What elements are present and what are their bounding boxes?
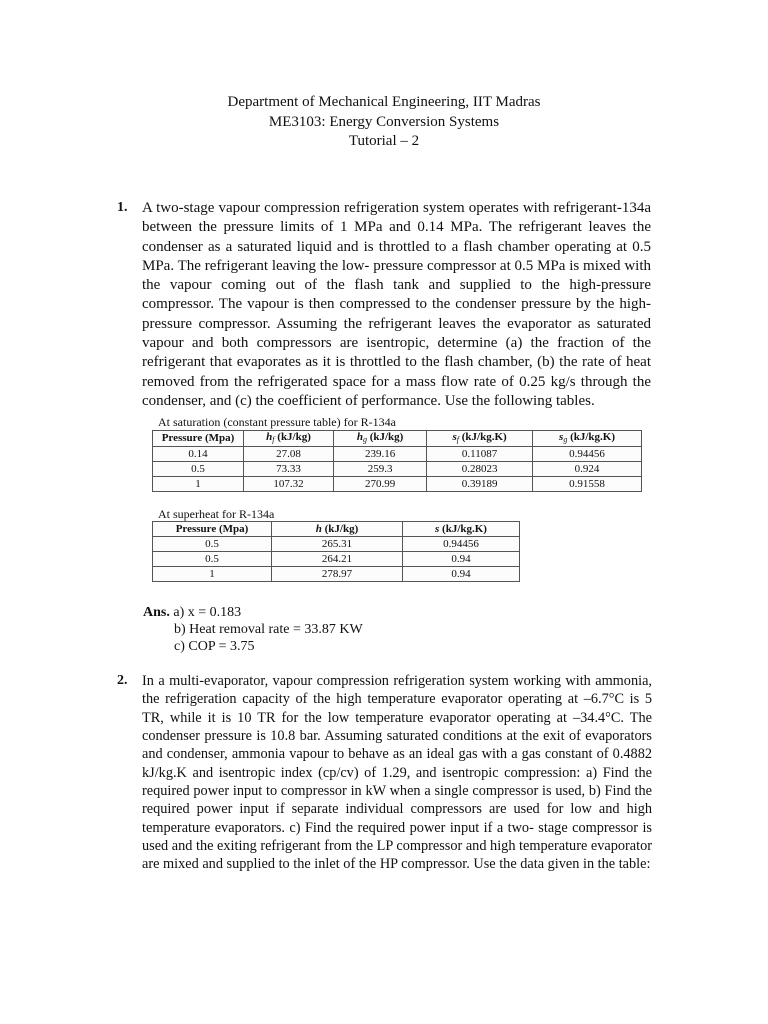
header-sg: $s_g$ (kJ/kg.K) — [533, 431, 642, 447]
table-cell: 270.99 — [334, 477, 427, 492]
table-cell: 1 — [153, 477, 244, 492]
header-s: s (kJ/kg.K) — [403, 522, 520, 537]
answer-c: c) COP = 3.75 — [174, 639, 255, 654]
table-cell: 0.14 — [153, 447, 244, 462]
table-row — [153, 447, 642, 462]
table-row — [153, 477, 642, 492]
table-cell: 0.11087 — [427, 447, 533, 462]
answer-b: b) Heat removal rate = 33.87 KW — [174, 622, 363, 637]
header-pressure: Pressure (Mpa) — [153, 431, 244, 447]
department-title: Department of Mechanical Engineering, IIT Madras — [227, 94, 541, 110]
superheat-table — [152, 521, 520, 582]
table-cell: 0.91558 — [533, 477, 642, 492]
table-cell: 239.16 — [334, 447, 427, 462]
table-cell: 27.08 — [244, 447, 334, 462]
table-cell: 0.924 — [533, 462, 642, 477]
question-2-text: In a multi-evaporator, vapour compression refrigeration system working with ammonia, the refrigeration capacity of the high temperature evaporator operating at –6.7°C is 5 TR, while it is 10 TR for the low temperature evaporator operating at –34.4°C. The condenser pressure is 10.8 bar. Assuming saturated conditions at the exit of evaporators and condenser, ammonia vapour to behave as an ideal gas with a gas constant of 0.4882 kJ/kg.K and isentropic index (cp/cv) of 1.29, and isentropic compression: a) Find the required power input to compressor in kW when a single compressor is used, b) Find the required power input if separate individual compressors are used for low and high temperature evaporators. c) Find the required power input if a two- stage compressor is used and the exiting refrigerant from the LP compressor and high temperature evaporator are mixed and supplied to the inlet of the HP compressor. Use the data given in the table: — [142, 673, 653, 873]
table-row — [153, 567, 520, 582]
table-cell: 0.94 — [403, 552, 520, 567]
document-header — [0, 93, 768, 152]
header-h: h (kJ/kg) — [272, 522, 403, 537]
table-cell: 0.94456 — [533, 447, 642, 462]
course-title: ME3103: Energy Conversion Systems — [268, 113, 500, 130]
tutorial-title: Tutorial – 2 — [348, 133, 420, 149]
table-cell: 0.5 — [153, 462, 244, 477]
header-sf: $s_f$ (kJ/kg.K) — [427, 431, 533, 447]
table-cell: 265.31 — [272, 537, 403, 552]
question-1-text: A two-stage vapour compression refrigeration system operates with refrigerant-134a between the pressure limits of 1 MPa and 0.14 MPa. The refrigerant leaves the condenser as a saturated liquid and is throttled to a flash chamber operating at 0.5 MPa. The refrigerant leaving the low- pressure compressor at 0.5 MPa is mixed with the vapour coming out of the flash tank and supplied to the high-pressure compressor. The vapour is then compressed to the condenser pressure by the high-pressure compressor. Assuming the refrigerant leaves the evaporator as saturated vapour and both compressors are isentropic, determine (a) the fraction of the refrigerant that evaporates as it is throttled to the flash chamber, (b) the rate of heat removed from the refrigerated space for a mass flow rate of 0.25 kg/s through the condenser, and (c) the coefficient of performance. Use the following tables. — [142, 200, 651, 409]
table-cell: 1 — [153, 567, 272, 582]
answer-a: a) x = 0.183 — [173, 605, 242, 620]
table-cell: 73.33 — [244, 462, 334, 477]
saturation-table-header-row — [153, 431, 642, 447]
table-row — [153, 537, 520, 552]
table-cell: 0.94456 — [403, 537, 520, 552]
table-cell: 264.21 — [272, 552, 403, 567]
question-1-number: 1. — [117, 200, 128, 215]
table-cell: 107.32 — [244, 477, 334, 492]
answers-block — [143, 604, 363, 655]
saturation-table — [152, 430, 642, 492]
question-2-number: 2. — [117, 673, 128, 688]
saturation-table-caption: At saturation (constant pressure table) for R-134a — [158, 415, 396, 429]
table-cell: 0.5 — [153, 537, 272, 552]
table-cell: 0.28023 — [427, 462, 533, 477]
table-cell: 278.97 — [272, 567, 403, 582]
table-row — [153, 552, 520, 567]
table-cell: 0.94 — [403, 567, 520, 582]
table-row — [153, 462, 642, 477]
table-cell: 0.39189 — [427, 477, 533, 492]
header-pressure: Pressure (Mpa) — [153, 522, 272, 537]
table-cell: 259.3 — [334, 462, 427, 477]
header-hf: $h_f$ (kJ/kg) — [244, 431, 334, 447]
header-hg: $h_g$ (kJ/kg) — [334, 431, 427, 447]
answers-label: Ans. — [143, 605, 170, 620]
superheat-table-header-row — [153, 522, 520, 537]
table-cell: 0.5 — [153, 552, 272, 567]
superheat-table-caption: At superheat for R-134a — [158, 507, 275, 521]
